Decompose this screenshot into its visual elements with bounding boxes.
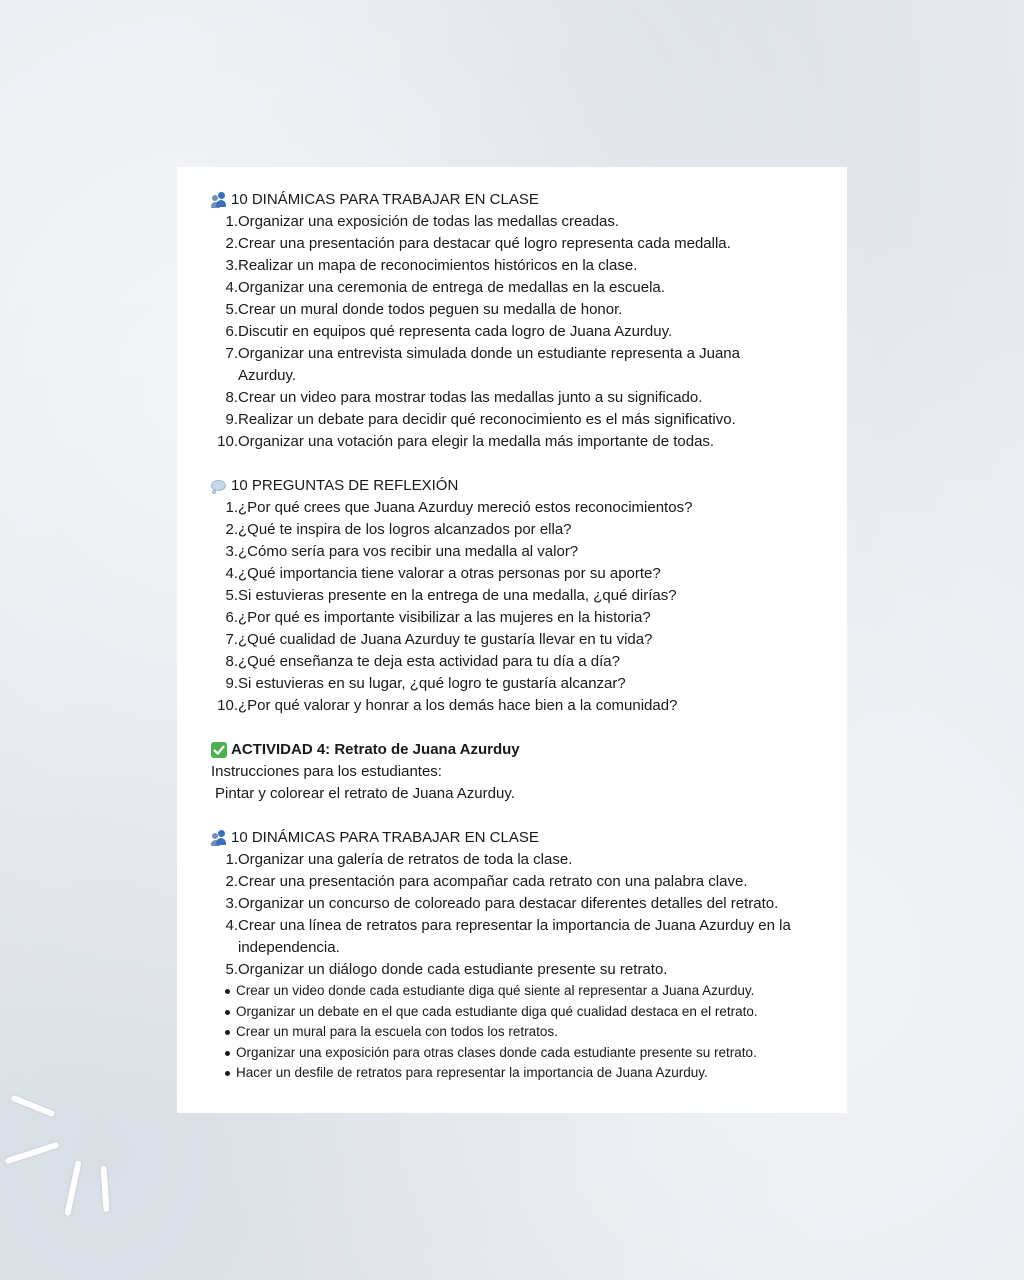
list-item: Organizar un debate en el que cada estudiante diga qué cualidad destaca en el retrato. — [211, 1002, 831, 1023]
activity-title: ACTIVIDAD 4: Retrato de Juana Azurduy — [231, 741, 520, 758]
list-item: 5. Crear un mural donde todos peguen su medalla de honor. — [225, 301, 623, 318]
dynamics-bullet-list — [211, 981, 831, 1084]
list-item: 9. Si estuvieras en su lugar, ¿qué logro te gustaría alcanzar? — [225, 675, 626, 692]
section-heading-dynamics-1 — [211, 189, 831, 211]
list-item: 1. Organizar una galería de retratos de toda la clase. — [225, 851, 573, 868]
list-item: Organizar una exposición para otras clases donde cada estudiante presente su retrato. — [211, 1043, 831, 1064]
section-title: 10 PREGUNTAS DE REFLEXIÓN — [231, 477, 459, 494]
list-item: 2. ¿Qué te inspira de los logros alcanzados por ella? — [225, 521, 572, 538]
document-page — [177, 167, 847, 1113]
list-item: 8. Crear un video para mostrar todas las medallas junto a su significado. — [225, 389, 703, 406]
document-content — [211, 189, 831, 1084]
dynamics-list-2 — [211, 849, 831, 981]
list-item: Crear un mural para la escuela con todos los retratos. — [211, 1022, 831, 1043]
list-item: 2. Crear una presentación para destacar qué logro representa cada medalla. — [225, 235, 731, 252]
activity-heading — [211, 739, 831, 761]
list-item: 3. Organizar un concurso de coloreado para destacar diferentes detalles del retrato. — [225, 895, 779, 912]
list-item: 6. Discutir en equipos qué representa cada logro de Juana Azurduy. — [225, 323, 673, 340]
reflection-questions-list — [211, 497, 831, 717]
list-item: 3. Realizar un mapa de reconocimientos históricos en la clase. — [225, 257, 638, 274]
section-title: 10 DINÁMICAS PARA TRABAJAR EN CLASE — [231, 191, 539, 208]
list-item: 4. Crear una línea de retratos para representar la importancia de Juana Azurduy en la independencia. — [225, 917, 791, 956]
list-item: 5. Organizar un diálogo donde cada estudiante presente su retrato. — [225, 961, 668, 978]
section-title: 10 DINÁMICAS PARA TRABAJAR EN CLASE — [231, 829, 539, 846]
list-item: 1. ¿Por qué crees que Juana Azurduy mereció estos reconocimientos? — [225, 499, 693, 516]
list-item: 2. Crear una presentación para acompañar cada retrato con una palabra clave. — [225, 873, 748, 890]
list-item: 4. Organizar una ceremonia de entrega de medallas en la escuela. — [225, 279, 665, 296]
people-icon — [211, 830, 227, 846]
section-heading-dynamics-2 — [211, 827, 831, 849]
list-item: Hacer un desfile de retratos para representar la importancia de Juana Azurduy. — [211, 1063, 831, 1084]
list-item: Crear un video donde cada estudiante diga qué siente al representar a Juana Azurduy. — [211, 981, 831, 1002]
list-item: 7. Organizar una entrevista simulada donde un estudiante representa a Juana Azurduy. — [225, 345, 740, 384]
section-heading-reflection — [211, 475, 831, 497]
speech-bubble-icon — [211, 478, 227, 494]
list-item: 10. ¿Por qué valorar y honrar a los demás hace bien a la comunidad? — [217, 697, 678, 714]
people-icon — [211, 192, 227, 208]
list-item: 7. ¿Qué cualidad de Juana Azurduy te gustaría llevar en tu vida? — [225, 631, 653, 648]
dynamics-list-1 — [211, 211, 831, 453]
instruction-text: Pintar y colorear el retrato de Juana Azurduy. — [215, 785, 515, 802]
list-item: 10. Organizar una votación para elegir la medalla más importante de todas. — [217, 433, 715, 450]
check-mark-icon — [211, 742, 227, 758]
list-item: 3. ¿Cómo sería para vos recibir una medalla al valor? — [225, 543, 579, 560]
list-item: 5. Si estuvieras presente en la entrega de una medalla, ¿qué dirías? — [225, 587, 677, 604]
instructions-label: Instrucciones para los estudiantes: — [211, 763, 442, 780]
list-item: 4. ¿Qué importancia tiene valorar a otras personas por su aporte? — [225, 565, 661, 582]
list-item: 9. Realizar un debate para decidir qué reconocimiento es el más significativo. — [225, 411, 736, 428]
list-item: 8. ¿Qué enseñanza te deja esta actividad para tu día a día? — [225, 653, 620, 670]
list-item: 1. Organizar una exposición de todas las medallas creadas. — [225, 213, 620, 230]
list-item: 6. ¿Por qué es importante visibilizar a las mujeres en la historia? — [225, 609, 651, 626]
